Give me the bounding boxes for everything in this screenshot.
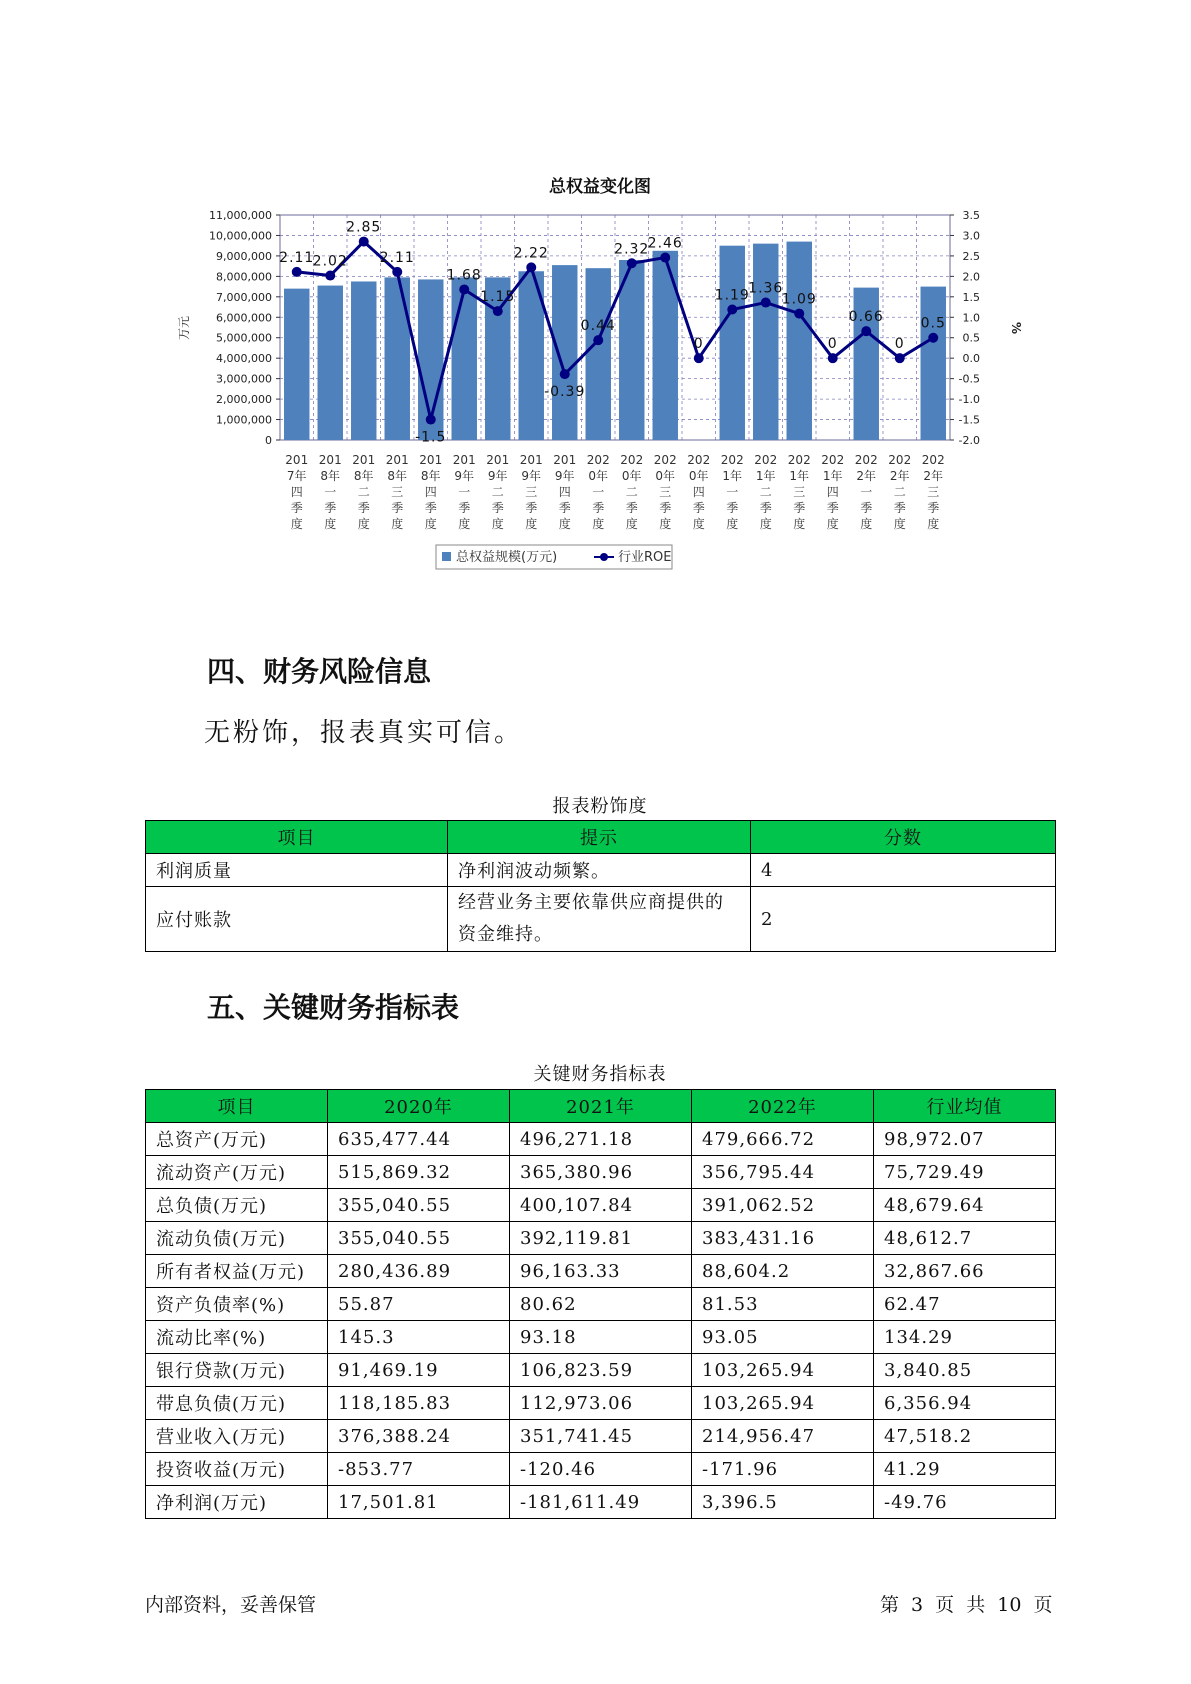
x-tick-label: 1年 xyxy=(755,469,776,483)
x-tick-label: 202 xyxy=(720,453,744,467)
x-tick-label: 一 xyxy=(324,485,337,499)
kpi-item: 净利润(万元) xyxy=(146,1486,328,1519)
kpi-item: 总资产(万元) xyxy=(146,1123,328,1156)
kpi-value: 355,040.55 xyxy=(328,1189,510,1222)
bar xyxy=(586,268,611,440)
y2-tick-label: -2.0 xyxy=(958,434,980,447)
y2-tick-label: 2.0 xyxy=(962,270,980,284)
x-tick-label: 四 xyxy=(558,485,571,499)
chart-svg xyxy=(160,160,1040,630)
kpi-value: 496,271.18 xyxy=(510,1123,692,1156)
x-tick-label: 202 xyxy=(888,453,912,467)
roe-point xyxy=(292,267,302,277)
roe-data-label: 2.85 xyxy=(346,219,382,236)
x-tick-label: 三 xyxy=(793,485,806,499)
x-tick-label: 二 xyxy=(357,485,370,499)
x-tick-label: 一 xyxy=(458,485,471,499)
x-tick-label: 8年 xyxy=(420,469,441,483)
roe-point xyxy=(660,253,670,263)
x-tick-label: 202 xyxy=(821,453,845,467)
x-tick-label: 度 xyxy=(893,517,906,531)
kpi-value: 400,107.84 xyxy=(510,1189,692,1222)
y-tick-label: 5,000,000 xyxy=(216,331,272,345)
chart-title: 总权益变化图 xyxy=(549,177,651,197)
kpi-value: 48,612.7 xyxy=(874,1222,1056,1255)
kpi-value: -853.77 xyxy=(328,1453,510,1486)
x-tick-label: 季 xyxy=(927,501,940,515)
x-tick-label: 7年 xyxy=(286,469,307,483)
x-tick-label: 202 xyxy=(854,453,878,467)
roe-point xyxy=(627,258,637,268)
x-tick-label: 202 xyxy=(787,453,811,467)
kpi-item: 流动比率(%) xyxy=(146,1321,328,1354)
x-tick-label: 度 xyxy=(759,517,772,531)
x-tick-label: 9年 xyxy=(454,469,475,483)
x-tick-label: 度 xyxy=(659,517,672,531)
x-tick-label: 度 xyxy=(391,517,404,531)
x-tick-label: 8年 xyxy=(387,469,408,483)
x-tick-label: 1年 xyxy=(722,469,743,483)
legend-bar-label: 总权益规模(万元) xyxy=(456,550,558,565)
kpi-value: 32,867.66 xyxy=(874,1255,1056,1288)
roe-point xyxy=(459,284,469,294)
y2-tick-label: -1.0 xyxy=(958,393,980,407)
x-tick-label: 201 xyxy=(519,453,543,467)
x-tick-label: 季 xyxy=(893,501,906,515)
kpi-value: 280,436.89 xyxy=(328,1255,510,1288)
table-row xyxy=(146,1255,1056,1288)
y-tick-label: 3,000,000 xyxy=(216,372,272,386)
kpi-value: -49.76 xyxy=(874,1486,1056,1519)
x-tick-label: 二 xyxy=(491,485,504,499)
section4-text: 无粉饰，报表真实可信。 xyxy=(204,718,524,748)
kpi-item: 投资收益(万元) xyxy=(146,1453,328,1486)
section5-heading: 五、关键财务指标表 xyxy=(207,991,460,1024)
roe-data-label: 1.19 xyxy=(714,287,750,304)
bar xyxy=(653,251,678,440)
risk-score: 4 xyxy=(751,854,1056,887)
x-tick-label: 四 xyxy=(692,485,705,499)
roe-point xyxy=(828,353,838,363)
y2-tick-label: 3.5 xyxy=(962,209,980,222)
roe-point xyxy=(392,267,402,277)
kpi-table xyxy=(145,1089,1056,1519)
section4-heading: 四、财务风险信息 xyxy=(207,655,432,688)
table-row xyxy=(146,1189,1056,1222)
kpi-value: 62.47 xyxy=(874,1288,1056,1321)
roe-data-label: 1.15 xyxy=(480,289,516,306)
x-tick-label: 三 xyxy=(927,485,940,499)
x-tick-label: 季 xyxy=(625,501,638,515)
kpi-value: 355,040.55 xyxy=(328,1222,510,1255)
x-tick-label: 三 xyxy=(391,485,404,499)
x-tick-label: 季 xyxy=(357,501,370,515)
y2-tick-label: 1.5 xyxy=(962,290,980,304)
x-tick-label: 三 xyxy=(659,485,672,499)
x-tick-label: 二 xyxy=(893,485,906,499)
kpi-value: 93.05 xyxy=(692,1321,874,1354)
bar xyxy=(385,277,410,440)
kpi-value: 3,396.5 xyxy=(692,1486,874,1519)
footer-confidential: 内部资料，妥善保管 xyxy=(145,1594,317,1616)
footer-page-number: 第 3 页 共 10 页 xyxy=(880,1594,1053,1616)
x-tick-label: 202 xyxy=(586,453,610,467)
roe-data-label: 0.44 xyxy=(580,318,616,335)
y-tick-label: 7,000,000 xyxy=(216,290,272,304)
kpi-value: -120.46 xyxy=(510,1453,692,1486)
kpi-value: 376,388.24 xyxy=(328,1420,510,1453)
kpi-value: -171.96 xyxy=(692,1453,874,1486)
x-tick-label: 9年 xyxy=(554,469,575,483)
table-row xyxy=(146,1453,1056,1486)
kpi-value: 91,469.19 xyxy=(328,1354,510,1387)
bar xyxy=(351,281,376,440)
x-tick-label: 0年 xyxy=(688,469,709,483)
roe-data-label: 1.68 xyxy=(446,267,482,284)
roe-data-label: -1.5 xyxy=(415,429,447,446)
kpi-value: 81.53 xyxy=(692,1288,874,1321)
risk-item: 应付账款 xyxy=(146,887,448,952)
y-tick-label: 10,000,000 xyxy=(209,229,272,243)
roe-data-label: 2.11 xyxy=(279,249,315,266)
kpi-item: 流动负债(万元) xyxy=(146,1222,328,1255)
roe-data-label: 2.02 xyxy=(312,253,348,270)
table-row xyxy=(146,1486,1056,1519)
x-tick-label: 三 xyxy=(525,485,538,499)
kpi-item: 资产负债率(%) xyxy=(146,1288,328,1321)
kpi-item: 所有者权益(万元) xyxy=(146,1255,328,1288)
x-tick-label: 度 xyxy=(558,517,571,531)
y-tick-label: 6,000,000 xyxy=(216,311,272,325)
kpi-value: 6,356.94 xyxy=(874,1387,1056,1420)
x-tick-label: 一 xyxy=(860,485,873,499)
roe-point xyxy=(761,298,771,308)
x-tick-label: 度 xyxy=(458,517,471,531)
kpi-item: 营业收入(万元) xyxy=(146,1420,328,1453)
x-tick-label: 四 xyxy=(424,485,437,499)
x-tick-label: 季 xyxy=(759,501,772,515)
legend-bar-swatch xyxy=(442,552,451,561)
kpi-value: 515,869.32 xyxy=(328,1156,510,1189)
y-tick-label: 8,000,000 xyxy=(216,270,272,284)
kpi-value: 103,265.94 xyxy=(692,1387,874,1420)
x-tick-label: 季 xyxy=(659,501,672,515)
kpi-item: 带息负债(万元) xyxy=(146,1387,328,1420)
x-tick-label: 201 xyxy=(318,453,342,467)
kpi-header-item: 项目 xyxy=(146,1090,328,1123)
kpi-value: 479,666.72 xyxy=(692,1123,874,1156)
roe-point xyxy=(359,237,369,247)
x-tick-label: 202 xyxy=(653,453,677,467)
legend-line-label: 行业ROE xyxy=(618,550,672,565)
kpi-value: 103,265.94 xyxy=(692,1354,874,1387)
roe-point xyxy=(694,353,704,363)
kpi-value: 635,477.44 xyxy=(328,1123,510,1156)
table-row xyxy=(146,1288,1056,1321)
x-tick-label: 季 xyxy=(826,501,839,515)
x-tick-label: 季 xyxy=(491,501,504,515)
y2-tick-label: 3.0 xyxy=(962,229,980,243)
risk-table-caption: 报表粉饰度 xyxy=(552,796,648,817)
roe-point xyxy=(593,335,603,345)
kpi-value: 48,679.64 xyxy=(874,1189,1056,1222)
kpi-item: 流动资产(万元) xyxy=(146,1156,328,1189)
x-tick-label: 8年 xyxy=(353,469,374,483)
x-tick-label: 度 xyxy=(290,517,303,531)
x-tick-label: 201 xyxy=(285,453,309,467)
x-tick-label: 四 xyxy=(826,485,839,499)
y-tick-label: 11,000,000 xyxy=(209,209,272,222)
kpi-value: 47,518.2 xyxy=(874,1420,1056,1453)
risk-header-item: 项目 xyxy=(146,821,448,854)
kpi-value: 17,501.81 xyxy=(328,1486,510,1519)
kpi-header-2021: 2021年 xyxy=(510,1090,692,1123)
table-row xyxy=(146,1321,1056,1354)
table-row xyxy=(146,887,1056,952)
roe-data-label: 0 xyxy=(693,336,704,353)
y2-tick-label: -1.5 xyxy=(958,413,980,427)
roe-data-label: 0.66 xyxy=(848,309,884,326)
x-tick-label: 季 xyxy=(726,501,739,515)
roe-data-label: -0.39 xyxy=(544,384,586,401)
x-tick-label: 201 xyxy=(486,453,510,467)
kpi-value: 365,380.96 xyxy=(510,1156,692,1189)
roe-point xyxy=(426,415,436,425)
roe-data-label: 2.22 xyxy=(513,245,549,262)
kpi-value: 214,956.47 xyxy=(692,1420,874,1453)
kpi-value: 55.87 xyxy=(328,1288,510,1321)
x-tick-label: 季 xyxy=(391,501,404,515)
x-tick-label: 度 xyxy=(692,517,705,531)
y2-tick-label: 0.0 xyxy=(962,352,980,366)
table-row xyxy=(146,854,1056,887)
risk-table-header-row xyxy=(146,821,1056,854)
roe-data-label: 2.11 xyxy=(379,249,415,266)
x-tick-label: 二 xyxy=(759,485,772,499)
kpi-value: 112,973.06 xyxy=(510,1387,692,1420)
roe-point xyxy=(560,369,570,379)
y2-tick-label: 0.5 xyxy=(962,331,980,345)
kpi-item: 银行贷款(万元) xyxy=(146,1354,328,1387)
x-tick-label: 202 xyxy=(921,453,945,467)
kpi-value: 41.29 xyxy=(874,1453,1056,1486)
table-row xyxy=(146,1420,1056,1453)
y2-tick-label: 2.5 xyxy=(962,249,980,263)
x-tick-label: 1年 xyxy=(789,469,810,483)
roe-point xyxy=(526,262,536,272)
y-tick-label: 2,000,000 xyxy=(216,393,272,407)
x-tick-label: 季 xyxy=(558,501,571,515)
kpi-value: 96,163.33 xyxy=(510,1255,692,1288)
x-tick-label: 度 xyxy=(324,517,337,531)
kpi-value: 106,823.59 xyxy=(510,1354,692,1387)
x-tick-label: 一 xyxy=(592,485,605,499)
table-row xyxy=(146,1156,1056,1189)
kpi-value: 118,185.83 xyxy=(328,1387,510,1420)
y-tick-label: 9,000,000 xyxy=(216,249,272,263)
risk-header-score: 分数 xyxy=(751,821,1056,854)
table-row xyxy=(146,1222,1056,1255)
roe-data-label: 2.32 xyxy=(614,241,650,258)
y-tick-label: 0 xyxy=(265,434,272,447)
x-tick-label: 202 xyxy=(687,453,711,467)
legend-line-marker xyxy=(600,553,608,561)
roe-data-label: 1.09 xyxy=(781,291,817,308)
x-tick-label: 季 xyxy=(793,501,806,515)
x-tick-label: 季 xyxy=(324,501,337,515)
x-tick-label: 0年 xyxy=(588,469,609,483)
kpi-header-industry-avg: 行业均值 xyxy=(874,1090,1056,1123)
risk-table xyxy=(145,820,1056,952)
x-tick-label: 0年 xyxy=(621,469,642,483)
kpi-value: 80.62 xyxy=(510,1288,692,1321)
x-tick-label: 201 xyxy=(553,453,577,467)
x-tick-label: 度 xyxy=(491,517,504,531)
kpi-value: 88,604.2 xyxy=(692,1255,874,1288)
kpi-value: 356,795.44 xyxy=(692,1156,874,1189)
x-tick-label: 季 xyxy=(458,501,471,515)
x-tick-label: 201 xyxy=(452,453,476,467)
y2-axis-label: % xyxy=(1009,321,1023,335)
roe-data-label: 0.5 xyxy=(920,315,946,332)
kpi-value: 98,972.07 xyxy=(874,1123,1056,1156)
table-row xyxy=(146,1123,1056,1156)
kpi-header-2020: 2020年 xyxy=(328,1090,510,1123)
x-tick-label: 9年 xyxy=(487,469,508,483)
x-tick-label: 2年 xyxy=(923,469,944,483)
x-tick-label: 9年 xyxy=(521,469,542,483)
kpi-value: 134.29 xyxy=(874,1321,1056,1354)
bar xyxy=(921,287,946,440)
x-tick-label: 度 xyxy=(424,517,437,531)
roe-data-label: 1.36 xyxy=(748,280,784,297)
roe-data-label: 0 xyxy=(827,336,838,353)
x-tick-label: 201 xyxy=(385,453,409,467)
x-tick-label: 度 xyxy=(927,517,940,531)
roe-point xyxy=(794,309,804,319)
x-tick-label: 二 xyxy=(625,485,638,499)
x-tick-label: 季 xyxy=(592,501,605,515)
kpi-table-caption: 关键财务指标表 xyxy=(533,1064,667,1085)
x-tick-label: 度 xyxy=(357,517,370,531)
roe-point xyxy=(493,306,503,316)
x-tick-label: 季 xyxy=(692,501,705,515)
roe-data-label: 2.46 xyxy=(647,235,683,252)
roe-point xyxy=(727,305,737,315)
x-tick-label: 2年 xyxy=(856,469,877,483)
equity-chart xyxy=(160,160,1040,630)
risk-hint: 净利润波动频繁。 xyxy=(448,854,751,887)
table-row xyxy=(146,1387,1056,1420)
x-tick-label: 度 xyxy=(592,517,605,531)
risk-score: 2 xyxy=(751,887,1056,952)
y-tick-label: 4,000,000 xyxy=(216,352,272,366)
roe-point xyxy=(325,271,335,281)
table-row xyxy=(146,1354,1056,1387)
x-tick-label: 度 xyxy=(793,517,806,531)
x-tick-label: 201 xyxy=(419,453,443,467)
bar xyxy=(753,244,778,440)
kpi-value: 93.18 xyxy=(510,1321,692,1354)
x-tick-label: 度 xyxy=(826,517,839,531)
y-axis-label: 万元 xyxy=(177,315,191,341)
kpi-value: -181,611.49 xyxy=(510,1486,692,1519)
x-tick-label: 度 xyxy=(726,517,739,531)
bar xyxy=(452,277,477,440)
kpi-value: 75,729.49 xyxy=(874,1156,1056,1189)
roe-data-label: 0 xyxy=(894,336,905,353)
risk-hint: 经营业务主要依靠供应商提供的资金维持。 xyxy=(448,887,751,952)
roe-point xyxy=(861,326,871,336)
kpi-table-header-row xyxy=(146,1090,1056,1123)
x-tick-label: 一 xyxy=(726,485,739,499)
risk-item: 利润质量 xyxy=(146,854,448,887)
kpi-value: 3,840.85 xyxy=(874,1354,1056,1387)
bar xyxy=(318,286,343,440)
x-tick-label: 201 xyxy=(352,453,376,467)
kpi-value: 383,431.16 xyxy=(692,1222,874,1255)
kpi-item: 总负债(万元) xyxy=(146,1189,328,1222)
x-tick-label: 度 xyxy=(860,517,873,531)
x-tick-label: 2年 xyxy=(889,469,910,483)
x-tick-label: 202 xyxy=(754,453,778,467)
x-tick-label: 季 xyxy=(424,501,437,515)
x-tick-label: 季 xyxy=(860,501,873,515)
roe-point xyxy=(928,333,938,343)
kpi-value: 391,062.52 xyxy=(692,1189,874,1222)
x-tick-label: 度 xyxy=(525,517,538,531)
bar xyxy=(787,242,812,440)
risk-header-hint: 提示 xyxy=(448,821,751,854)
bar xyxy=(284,289,309,440)
kpi-value: 392,119.81 xyxy=(510,1222,692,1255)
roe-point xyxy=(895,353,905,363)
x-tick-label: 202 xyxy=(620,453,644,467)
x-tick-label: 四 xyxy=(290,485,303,499)
kpi-value: 351,741.45 xyxy=(510,1420,692,1453)
kpi-header-2022: 2022年 xyxy=(692,1090,874,1123)
bar xyxy=(720,246,745,440)
x-tick-label: 季 xyxy=(290,501,303,515)
x-tick-label: 0年 xyxy=(655,469,676,483)
x-tick-label: 8年 xyxy=(320,469,341,483)
x-tick-label: 1年 xyxy=(822,469,843,483)
bar xyxy=(552,265,577,440)
y-tick-label: 1,000,000 xyxy=(216,413,272,427)
y2-tick-label: -0.5 xyxy=(958,372,980,386)
kpi-value: 145.3 xyxy=(328,1321,510,1354)
x-tick-label: 季 xyxy=(525,501,538,515)
y2-tick-label: 1.0 xyxy=(962,311,980,325)
x-tick-label: 度 xyxy=(625,517,638,531)
